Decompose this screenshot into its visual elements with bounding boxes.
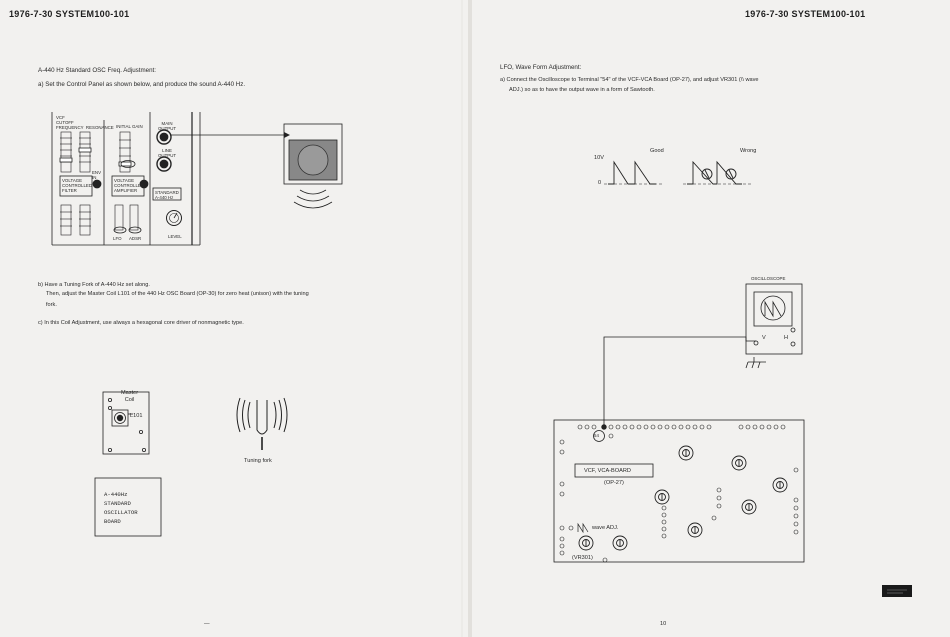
left-step-b-3: fork. bbox=[46, 302, 57, 308]
left-step-b-2: Then, adjust the Master Coil L101 of the 440 Hz OSC Board (OP-30) for zero heat (unison) with the tuning bbox=[46, 291, 309, 297]
waveform-wrong bbox=[683, 162, 752, 184]
right-header: 1976-7-30 SYSTEM100-101 bbox=[745, 9, 866, 19]
vr-label: (VR301) bbox=[572, 555, 593, 561]
panel-standard-box: STANDARD A-440 Hz bbox=[155, 190, 179, 200]
tuning-fork-drawing bbox=[237, 398, 287, 450]
left-page-number: — bbox=[204, 621, 210, 627]
left-step-b-1: b) Have a Tuning Fork of A-440 Hz set along. bbox=[38, 282, 150, 288]
waveform-good bbox=[604, 162, 662, 184]
good-label: Good bbox=[650, 148, 664, 154]
terminal-54: 54 bbox=[594, 433, 599, 438]
right-step-a-2: ADJ.) so as to have the output wave in a form of Sawtooth. bbox=[509, 87, 655, 93]
coil-master-label: Master Coil bbox=[121, 390, 139, 403]
tuning-fork-caption: Tuning fork bbox=[244, 458, 272, 464]
speaker-drawing bbox=[284, 124, 342, 208]
panel-line-output: LINE OUTPUT bbox=[158, 148, 177, 158]
wave-adj-label: wave ADJ. bbox=[592, 525, 619, 531]
panel-main-output: MAIN OUTPUT bbox=[158, 121, 177, 131]
scope-v-label: V bbox=[762, 335, 766, 341]
right-page-number: 10 bbox=[660, 621, 667, 627]
right-section-title: LFO, Wave Form Adjustment: bbox=[500, 64, 582, 71]
panel-vcf-box: VOLTAGE CONTROLLED FILTER bbox=[62, 178, 93, 193]
left-step-c: c) In this Coil Adjustment, use always a hexagonal core driver of nonmagnetic type. bbox=[38, 320, 244, 326]
coil-id: L101 bbox=[130, 413, 143, 419]
board-name: VCF, VCA-BOARD bbox=[584, 468, 631, 474]
panel-vcf-header: VCF CUTOFF FREQUENCY RESONANCE bbox=[56, 115, 114, 130]
left-header: 1976-7-30 SYSTEM100-101 bbox=[9, 9, 130, 19]
left-section-title: A-440 Hz Standard OSC Freq. Adjustment: bbox=[38, 67, 156, 74]
oscilloscope-drawing bbox=[746, 284, 802, 368]
oscilloscope-label: OSCILLOSCOPE bbox=[751, 276, 786, 281]
axis-10v: 10V bbox=[594, 155, 604, 161]
panel-level: LEVEL bbox=[168, 234, 182, 239]
board-code: (OP-27) bbox=[604, 480, 624, 486]
vcf-vca-board-drawing bbox=[554, 420, 804, 562]
right-step-a-1: a) Connect the Oscilloscope to Terminal "54" of the VCF-VCA Board (OP-27), and adjust VR301 (\\ wave bbox=[500, 77, 759, 83]
wrong-label: Wrong bbox=[740, 148, 757, 154]
panel-initial-gain: INITIAL GAIN bbox=[116, 124, 143, 129]
panel-vca-box: VOLTAGE CONTROLLED AMPLIFIER bbox=[114, 178, 145, 193]
scope-h-label: H bbox=[784, 335, 789, 341]
panel-env-in: ENV IN bbox=[92, 170, 102, 180]
board-box-label: A-440Hz STANDARD OSCILLATOR BOARD bbox=[104, 491, 138, 525]
left-step-a: a) Set the Control Panel as shown below, and produce the sound A-440 Hz. bbox=[38, 81, 246, 88]
logo-block bbox=[882, 585, 912, 597]
panel-knob-lfo: LFO bbox=[113, 236, 122, 241]
axis-zero: 0 bbox=[598, 180, 602, 186]
panel-knob-adsr: ADSR bbox=[129, 236, 142, 241]
